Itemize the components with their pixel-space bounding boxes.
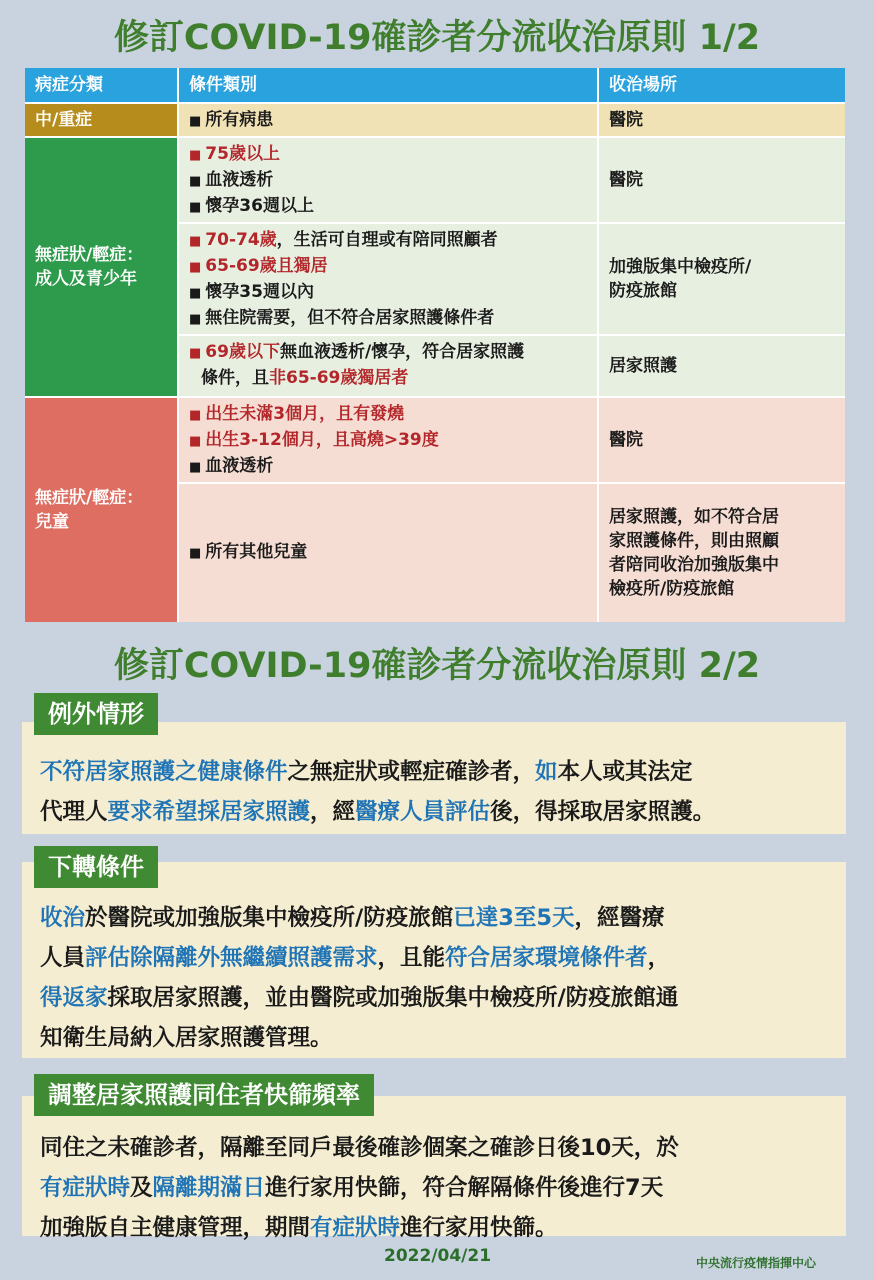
text-fragment: 於醫院或加強版集中檢疫所/防疫旅館 bbox=[85, 905, 454, 931]
text-fragment: 如 bbox=[535, 759, 558, 785]
condition-text: 69歲以下 bbox=[205, 342, 280, 362]
text-fragment: 收治 bbox=[40, 905, 86, 931]
condition-text: 血液透析 bbox=[205, 456, 274, 476]
text-fragment: 符合居家環境條件者 bbox=[445, 945, 648, 971]
text-fragment: 隔離期滿日 bbox=[152, 1175, 266, 1201]
text-fragment: 後，得採取居家照護。 bbox=[490, 799, 716, 825]
condition-text: 懷孕35週以內 bbox=[205, 282, 314, 302]
text-fragment: 知衛生局納入居家照護管理。 bbox=[40, 1025, 333, 1051]
condition-text: 出生3-12個月，且高燒>39度 bbox=[205, 430, 439, 450]
text-fragment: 進行家用快篩。 bbox=[400, 1215, 558, 1241]
place-adult-2: 加強版集中檢疫所/ 防疫旅館 bbox=[599, 224, 845, 334]
text-fragment: 之無症狀或輕症確診者， bbox=[287, 759, 536, 785]
condition-text: 70-74歲 bbox=[205, 230, 277, 250]
conditions-child-1: ■ 出生未滿3個月，且有發燒 ■ 出生3-12個月，且高燒>39度 ■ 血液透析 bbox=[179, 398, 597, 482]
exception-heading: 例外情形 bbox=[34, 693, 158, 735]
text-fragment: ，經 bbox=[310, 799, 356, 825]
text-fragment: 有症狀時 bbox=[310, 1215, 401, 1241]
place-adult-3: 居家照護 bbox=[599, 336, 845, 396]
exception-section bbox=[22, 722, 846, 834]
conditions-adult-2: ■ 70-74歲，生活可自理或有陪同照顧者 ■ 65-69歲且獨居 ■ 懷孕35週以內 ■ 無住院需要，但不符合居家照護條件者 bbox=[179, 224, 597, 334]
triage-table bbox=[25, 68, 845, 622]
condition-text: 無住院需要，但不符合居家照護條件者 bbox=[205, 308, 495, 328]
conditions-adult-3: ■ 69歲以下無血液透析/懷孕，符合居家照護 條件，且非65-69歲獨居者 bbox=[179, 336, 597, 396]
category-moderate: 中/重症 bbox=[25, 104, 177, 136]
condition-text: ，生活可自理或有陪同照顧者 bbox=[276, 230, 498, 250]
place-adult-1: 醫院 bbox=[599, 138, 845, 222]
header-conditions: 條件類別 bbox=[179, 68, 597, 102]
transfer-section bbox=[22, 862, 846, 1058]
header-place: 收治場所 bbox=[599, 68, 845, 102]
category-child: 無症狀/輕症： 兒童 bbox=[25, 398, 177, 622]
condition-text: 所有其他兒童 bbox=[205, 542, 308, 562]
condition-text: 出生未滿3個月，且有發燒 bbox=[205, 404, 405, 424]
page-title-2: 修訂COVID-19確診者分流收治原則 2/2 bbox=[113, 646, 761, 686]
text-fragment: 得返家 bbox=[40, 985, 108, 1011]
header-category: 病症分類 bbox=[25, 68, 177, 102]
text-fragment: 不符居家照護之健康條件 bbox=[40, 759, 288, 785]
text-fragment: ，經醫療 bbox=[574, 905, 665, 931]
text-fragment: 進行家用快篩，符合解隔條件後進行7天 bbox=[265, 1175, 664, 1201]
screening-section bbox=[22, 1096, 846, 1241]
text-fragment: ， bbox=[647, 945, 671, 971]
text-fragment: 採取居家照護，並由醫院或加強版集中檢疫所/防疫旅館通 bbox=[107, 985, 679, 1011]
text-fragment: 代理人 bbox=[40, 799, 108, 825]
conditions-adult-1: ■ 75歲以上 ■ 血液透析 ■ 懷孕36週以上 bbox=[179, 138, 597, 222]
category-adult: 無症狀/輕症： 成人及青少年 bbox=[25, 138, 177, 396]
footer-date: 2022/04/21 bbox=[384, 1246, 492, 1266]
text-fragment: 加強版自主健康管理，期間 bbox=[40, 1215, 311, 1241]
place-moderate: 醫院 bbox=[599, 104, 845, 136]
text-fragment: 已達3至5天 bbox=[453, 905, 575, 931]
screening-text bbox=[40, 1128, 840, 1248]
condition-text: 非65-69歲獨居者 bbox=[269, 368, 409, 388]
condition-text: 無血液透析/懷孕，符合居家照護 bbox=[279, 342, 525, 362]
footer-org: 中央流行疫情指揮中心 bbox=[696, 1256, 817, 1270]
screening-heading: 調整居家照護同住者快篩頻率 bbox=[34, 1074, 374, 1116]
transfer-text bbox=[40, 898, 840, 1058]
conditions-moderate: ■ 所有病患 bbox=[179, 104, 597, 136]
text-fragment: 要求希望採居家照護 bbox=[107, 799, 311, 825]
condition-text: 條件，且 bbox=[201, 368, 269, 388]
text-fragment: 本人或其法定 bbox=[557, 759, 693, 785]
text-fragment: ，且能 bbox=[377, 945, 446, 971]
place-child-2: 居家照護，如不符合居 家照護條件，則由照顧 者陪同收治加強版集中 檢疫所/防疫旅館 bbox=[599, 484, 845, 622]
text-fragment: 有症狀時 bbox=[40, 1175, 131, 1201]
text-fragment: 評估除隔離外無繼續照護需求 bbox=[85, 945, 378, 971]
condition-text: 懷孕36週以上 bbox=[205, 196, 314, 216]
page-title-1: 修訂COVID-19確診者分流收治原則 1/2 bbox=[113, 18, 761, 58]
text-fragment: 醫療人員評估 bbox=[355, 799, 491, 825]
text-fragment: 及 bbox=[130, 1175, 153, 1201]
transfer-heading: 下轉條件 bbox=[34, 846, 158, 888]
condition-text: 65-69歲且獨居 bbox=[205, 256, 328, 276]
conditions-child-2: ■ 所有其他兒童 bbox=[179, 484, 597, 622]
place-child-1: 醫院 bbox=[599, 398, 845, 482]
exception-text bbox=[40, 752, 840, 832]
text-fragment: 人員 bbox=[40, 945, 86, 971]
text-fragment: 同住之未確診者，隔離至同戶最後確診個案之確診日後10天，於 bbox=[40, 1135, 679, 1161]
condition-text: 75歲以上 bbox=[205, 144, 280, 164]
condition-text: 所有病患 bbox=[205, 110, 274, 130]
condition-text: 血液透析 bbox=[205, 170, 274, 190]
